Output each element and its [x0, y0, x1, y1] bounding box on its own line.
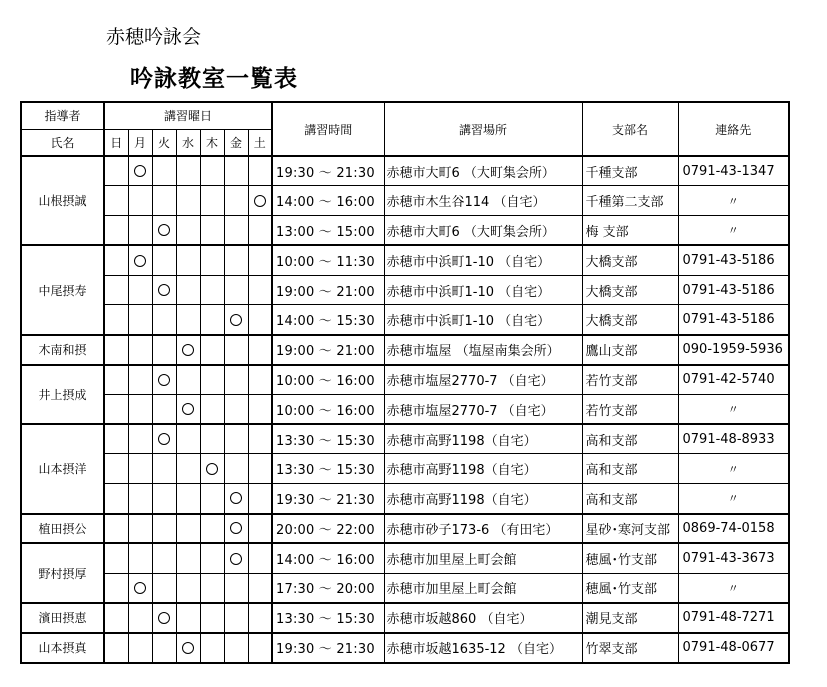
day-header-thu: 木 — [200, 129, 224, 156]
weekday-cell — [152, 424, 176, 454]
instructor-name: 中尾摂寿 — [21, 245, 104, 334]
class-place: 赤穂市加里屋上町会館 — [384, 543, 582, 573]
weekday-cell — [128, 603, 152, 633]
class-time: 19:30 ～ 21:30 — [272, 484, 384, 514]
weekday-cell — [176, 335, 200, 365]
scheduled-day-circle-icon — [254, 195, 266, 207]
contact-number: 0791-48-0677 — [678, 633, 789, 663]
page-title: 吟詠教室一覧表 — [130, 66, 298, 92]
weekday-cell — [176, 275, 200, 305]
scheduled-day-circle-icon — [134, 165, 146, 177]
weekday-cell — [176, 216, 200, 246]
weekday-cell — [248, 275, 272, 305]
scheduled-day-circle-icon — [206, 463, 218, 475]
weekday-cell — [128, 186, 152, 216]
weekday-cell — [128, 454, 152, 484]
table-row — [21, 424, 789, 454]
day-header-sun: 日 — [104, 129, 128, 156]
weekday-cell — [152, 394, 176, 424]
class-time: 13:30 ～ 15:30 — [272, 424, 384, 454]
table-row — [21, 245, 789, 275]
contact-number: 〃 — [678, 186, 789, 216]
contact-number: 〃 — [678, 484, 789, 514]
class-place: 赤穂市坂越1635-12 （自宅） — [384, 633, 582, 663]
weekday-cell — [176, 454, 200, 484]
weekday-cell — [200, 216, 224, 246]
branch-name: 穂風･竹支部 — [582, 543, 678, 573]
weekday-cell — [248, 454, 272, 484]
weekday-cell — [104, 305, 128, 335]
day-header-wed: 水 — [176, 129, 200, 156]
branch-name: 千種第二支部 — [582, 186, 678, 216]
weekday-cell — [224, 484, 248, 514]
contact-number: 〃 — [678, 394, 789, 424]
weekday-cell — [152, 454, 176, 484]
class-place: 赤穂市高野1198（自宅） — [384, 484, 582, 514]
weekday-cell — [128, 424, 152, 454]
class-time: 19:00 ～ 21:00 — [272, 335, 384, 365]
weekday-cell — [224, 603, 248, 633]
weekday-cell — [176, 484, 200, 514]
class-place: 赤穂市砂子173-6 （有田宅） — [384, 514, 582, 544]
scheduled-day-circle-icon — [182, 403, 194, 415]
instructor-header: 指導者 — [21, 102, 104, 129]
time-header: 講習時間 — [272, 102, 384, 156]
weekday-cell — [200, 424, 224, 454]
weekday-cell — [248, 514, 272, 544]
weekday-cell — [104, 156, 128, 186]
weekday-cell — [200, 573, 224, 603]
weekday-cell — [152, 245, 176, 275]
weekday-cell — [200, 186, 224, 216]
branch-name: 高和支部 — [582, 424, 678, 454]
contact-number: 0791-43-5186 — [678, 275, 789, 305]
scheduled-day-circle-icon — [182, 344, 194, 356]
weekday-header: 講習曜日 — [104, 102, 272, 129]
branch-name: 大橋支部 — [582, 245, 678, 275]
weekday-cell — [224, 275, 248, 305]
branch-name: 星砂･寒河支部 — [582, 514, 678, 544]
weekday-cell — [248, 633, 272, 663]
contact-number: 0791-43-3673 — [678, 543, 789, 573]
contact-number: 〃 — [678, 216, 789, 246]
class-place: 赤穂市大町6 （大町集会所） — [384, 156, 582, 186]
weekday-cell — [152, 186, 176, 216]
weekday-cell — [152, 484, 176, 514]
class-place: 赤穂市中浜町1-10 （自宅） — [384, 275, 582, 305]
weekday-cell — [224, 335, 248, 365]
weekday-cell — [176, 573, 200, 603]
weekday-cell — [248, 365, 272, 395]
weekday-cell — [152, 275, 176, 305]
table-row — [21, 514, 789, 544]
weekday-cell — [224, 245, 248, 275]
weekday-cell — [128, 394, 152, 424]
weekday-cell — [152, 543, 176, 573]
weekday-cell — [128, 633, 152, 663]
class-time: 19:30 ～ 21:30 — [272, 156, 384, 186]
weekday-cell — [248, 573, 272, 603]
weekday-cell — [248, 394, 272, 424]
weekday-cell — [128, 573, 152, 603]
class-time: 17:30 ～ 20:00 — [272, 573, 384, 603]
class-place: 赤穂市加里屋上町会館 — [384, 573, 582, 603]
contact-number: 〃 — [678, 454, 789, 484]
branch-name: 高和支部 — [582, 484, 678, 514]
weekday-cell — [152, 573, 176, 603]
weekday-cell — [200, 633, 224, 663]
weekday-cell — [128, 514, 152, 544]
branch-name: 鷹山支部 — [582, 335, 678, 365]
weekday-cell — [176, 514, 200, 544]
scheduled-day-circle-icon — [158, 374, 170, 386]
weekday-cell — [128, 365, 152, 395]
weekday-cell — [248, 245, 272, 275]
class-place: 赤穂市高野1198（自宅） — [384, 424, 582, 454]
place-header: 講習場所 — [384, 102, 582, 156]
contact-number: 〃 — [678, 573, 789, 603]
scheduled-day-circle-icon — [134, 582, 146, 594]
table-row — [21, 275, 789, 305]
weekday-cell — [200, 394, 224, 424]
weekday-cell — [152, 335, 176, 365]
class-place: 赤穂市中浜町1-10 （自宅） — [384, 305, 582, 335]
contact-number: 0791-48-7271 — [678, 603, 789, 633]
class-time: 13:00 ～ 15:00 — [272, 216, 384, 246]
weekday-cell — [104, 514, 128, 544]
weekday-cell — [200, 305, 224, 335]
instructor-name: 山本摂真 — [21, 633, 104, 663]
weekday-cell — [176, 424, 200, 454]
weekday-cell — [176, 186, 200, 216]
weekday-cell — [200, 335, 224, 365]
class-place: 赤穂市塩屋2770-7 （自宅） — [384, 394, 582, 424]
weekday-cell — [248, 424, 272, 454]
class-time: 14:00 ～ 16:00 — [272, 186, 384, 216]
class-place: 赤穂市大町6 （大町集会所） — [384, 216, 582, 246]
weekday-cell — [104, 573, 128, 603]
table-row — [21, 394, 789, 424]
weekday-cell — [104, 454, 128, 484]
day-header-sat: 土 — [248, 129, 272, 156]
scheduled-day-circle-icon — [158, 284, 170, 296]
table-header — [21, 102, 789, 156]
weekday-cell — [200, 365, 224, 395]
weekday-cell — [176, 365, 200, 395]
weekday-cell — [104, 543, 128, 573]
branch-name: 梅 支部 — [582, 216, 678, 246]
scheduled-day-circle-icon — [134, 255, 146, 267]
weekday-cell — [200, 275, 224, 305]
day-header-tue: 火 — [152, 129, 176, 156]
weekday-cell — [176, 633, 200, 663]
weekday-cell — [200, 603, 224, 633]
class-time: 10:00 ～ 11:30 — [272, 245, 384, 275]
contact-number: 0791-48-8933 — [678, 424, 789, 454]
weekday-cell — [248, 186, 272, 216]
weekday-cell — [104, 335, 128, 365]
weekday-cell — [128, 245, 152, 275]
class-place: 赤穂市坂越860 （自宅） — [384, 603, 582, 633]
weekday-cell — [248, 543, 272, 573]
weekday-cell — [176, 156, 200, 186]
weekday-cell — [128, 156, 152, 186]
weekday-cell — [200, 514, 224, 544]
weekday-cell — [128, 484, 152, 514]
table-row — [21, 216, 789, 246]
branch-name: 竹翠支部 — [582, 633, 678, 663]
table-row — [21, 156, 789, 186]
class-time: 14:00 ～ 15:30 — [272, 305, 384, 335]
class-place: 赤穂市中浜町1-10 （自宅） — [384, 245, 582, 275]
weekday-cell — [176, 543, 200, 573]
table-row — [21, 484, 789, 514]
table-row — [21, 454, 789, 484]
scheduled-day-circle-icon — [230, 553, 242, 565]
weekday-cell — [248, 305, 272, 335]
table-row — [21, 573, 789, 603]
weekday-cell — [176, 245, 200, 275]
table-row — [21, 603, 789, 633]
weekday-cell — [104, 216, 128, 246]
weekday-cell — [104, 245, 128, 275]
weekday-cell — [176, 305, 200, 335]
weekday-cell — [152, 305, 176, 335]
class-place: 赤穂市塩屋 （塩屋南集会所） — [384, 335, 582, 365]
weekday-cell — [248, 335, 272, 365]
weekday-cell — [248, 484, 272, 514]
weekday-cell — [224, 186, 248, 216]
branch-name: 千種支部 — [582, 156, 678, 186]
class-time: 13:30 ～ 15:30 — [272, 454, 384, 484]
class-time: 20:00 ～ 22:00 — [272, 514, 384, 544]
scheduled-day-circle-icon — [158, 433, 170, 445]
weekday-cell — [104, 484, 128, 514]
name-header: 氏名 — [21, 129, 104, 156]
weekday-cell — [224, 543, 248, 573]
scheduled-day-circle-icon — [158, 612, 170, 624]
contact-number: 0791-42-5740 — [678, 365, 789, 395]
weekday-cell — [128, 335, 152, 365]
branch-name: 高和支部 — [582, 454, 678, 484]
weekday-cell — [176, 394, 200, 424]
branch-name: 穂風･竹支部 — [582, 573, 678, 603]
contact-number: 0791-43-5186 — [678, 245, 789, 275]
weekday-cell — [200, 245, 224, 275]
branch-name: 若竹支部 — [582, 394, 678, 424]
scheduled-day-circle-icon — [182, 642, 194, 654]
weekday-cell — [224, 156, 248, 186]
table-row — [21, 305, 789, 335]
scheduled-day-circle-icon — [230, 492, 242, 504]
weekday-cell — [104, 365, 128, 395]
weekday-cell — [224, 365, 248, 395]
instructor-name: 井上摂成 — [21, 365, 104, 425]
day-header-fri: 金 — [224, 129, 248, 156]
weekday-cell — [104, 603, 128, 633]
branch-name: 潮見支部 — [582, 603, 678, 633]
branch-name: 大橋支部 — [582, 305, 678, 335]
weekday-cell — [224, 514, 248, 544]
weekday-cell — [152, 156, 176, 186]
weekday-cell — [152, 603, 176, 633]
weekday-cell — [224, 454, 248, 484]
instructor-name: 山本摂洋 — [21, 424, 104, 513]
instructor-name: 植田摂公 — [21, 514, 104, 544]
contact-number: 0791-43-5186 — [678, 305, 789, 335]
class-time: 19:00 ～ 21:00 — [272, 275, 384, 305]
class-time: 19:30 ～ 21:30 — [272, 633, 384, 663]
day-header-mon: 月 — [128, 129, 152, 156]
scheduled-day-circle-icon — [230, 522, 242, 534]
weekday-cell — [200, 454, 224, 484]
weekday-cell — [104, 424, 128, 454]
weekday-cell — [128, 543, 152, 573]
weekday-cell — [224, 633, 248, 663]
class-place: 赤穂市高野1198（自宅） — [384, 454, 582, 484]
class-schedule-table — [20, 101, 790, 664]
instructor-name: 木南和摂 — [21, 335, 104, 365]
weekday-cell — [224, 394, 248, 424]
weekday-cell — [224, 216, 248, 246]
branch-header: 支部名 — [582, 102, 678, 156]
scheduled-day-circle-icon — [230, 314, 242, 326]
weekday-cell — [152, 216, 176, 246]
table-row — [21, 543, 789, 573]
instructor-name: 山根摂誠 — [21, 156, 104, 245]
weekday-cell — [152, 514, 176, 544]
weekday-cell — [224, 424, 248, 454]
weekday-cell — [200, 156, 224, 186]
class-place: 赤穂市塩屋2770-7 （自宅） — [384, 365, 582, 395]
weekday-cell — [104, 394, 128, 424]
class-time: 10:00 ～ 16:00 — [272, 365, 384, 395]
weekday-cell — [128, 216, 152, 246]
weekday-cell — [104, 633, 128, 663]
weekday-cell — [128, 275, 152, 305]
weekday-cell — [200, 484, 224, 514]
class-time: 13:30 ～ 15:30 — [272, 603, 384, 633]
branch-name: 大橋支部 — [582, 275, 678, 305]
class-place: 赤穂市木生谷114 （自宅） — [384, 186, 582, 216]
weekday-cell — [104, 186, 128, 216]
weekday-cell — [248, 603, 272, 633]
weekday-cell — [200, 543, 224, 573]
table-row — [21, 633, 789, 663]
class-time: 10:00 ～ 16:00 — [272, 394, 384, 424]
organization-name: 赤穂吟詠会 — [106, 26, 202, 48]
weekday-cell — [176, 603, 200, 633]
weekday-cell — [224, 305, 248, 335]
table-row — [21, 365, 789, 395]
table-row — [21, 335, 789, 365]
class-time: 14:00 ～ 16:00 — [272, 543, 384, 573]
contact-number: 090-1959-5936 — [678, 335, 789, 365]
weekday-cell — [248, 156, 272, 186]
table-body — [21, 156, 789, 663]
contact-number: 0791-43-1347 — [678, 156, 789, 186]
instructor-name: 濱田摂恵 — [21, 603, 104, 633]
weekday-cell — [248, 216, 272, 246]
table-row — [21, 186, 789, 216]
weekday-cell — [224, 573, 248, 603]
branch-name: 若竹支部 — [582, 365, 678, 395]
weekday-cell — [152, 365, 176, 395]
weekday-cell — [152, 633, 176, 663]
contact-number: 0869-74-0158 — [678, 514, 789, 544]
scheduled-day-circle-icon — [158, 224, 170, 236]
weekday-cell — [104, 275, 128, 305]
instructor-name: 野村摂厚 — [21, 543, 104, 603]
weekday-cell — [128, 305, 152, 335]
contact-header: 連絡先 — [678, 102, 789, 156]
